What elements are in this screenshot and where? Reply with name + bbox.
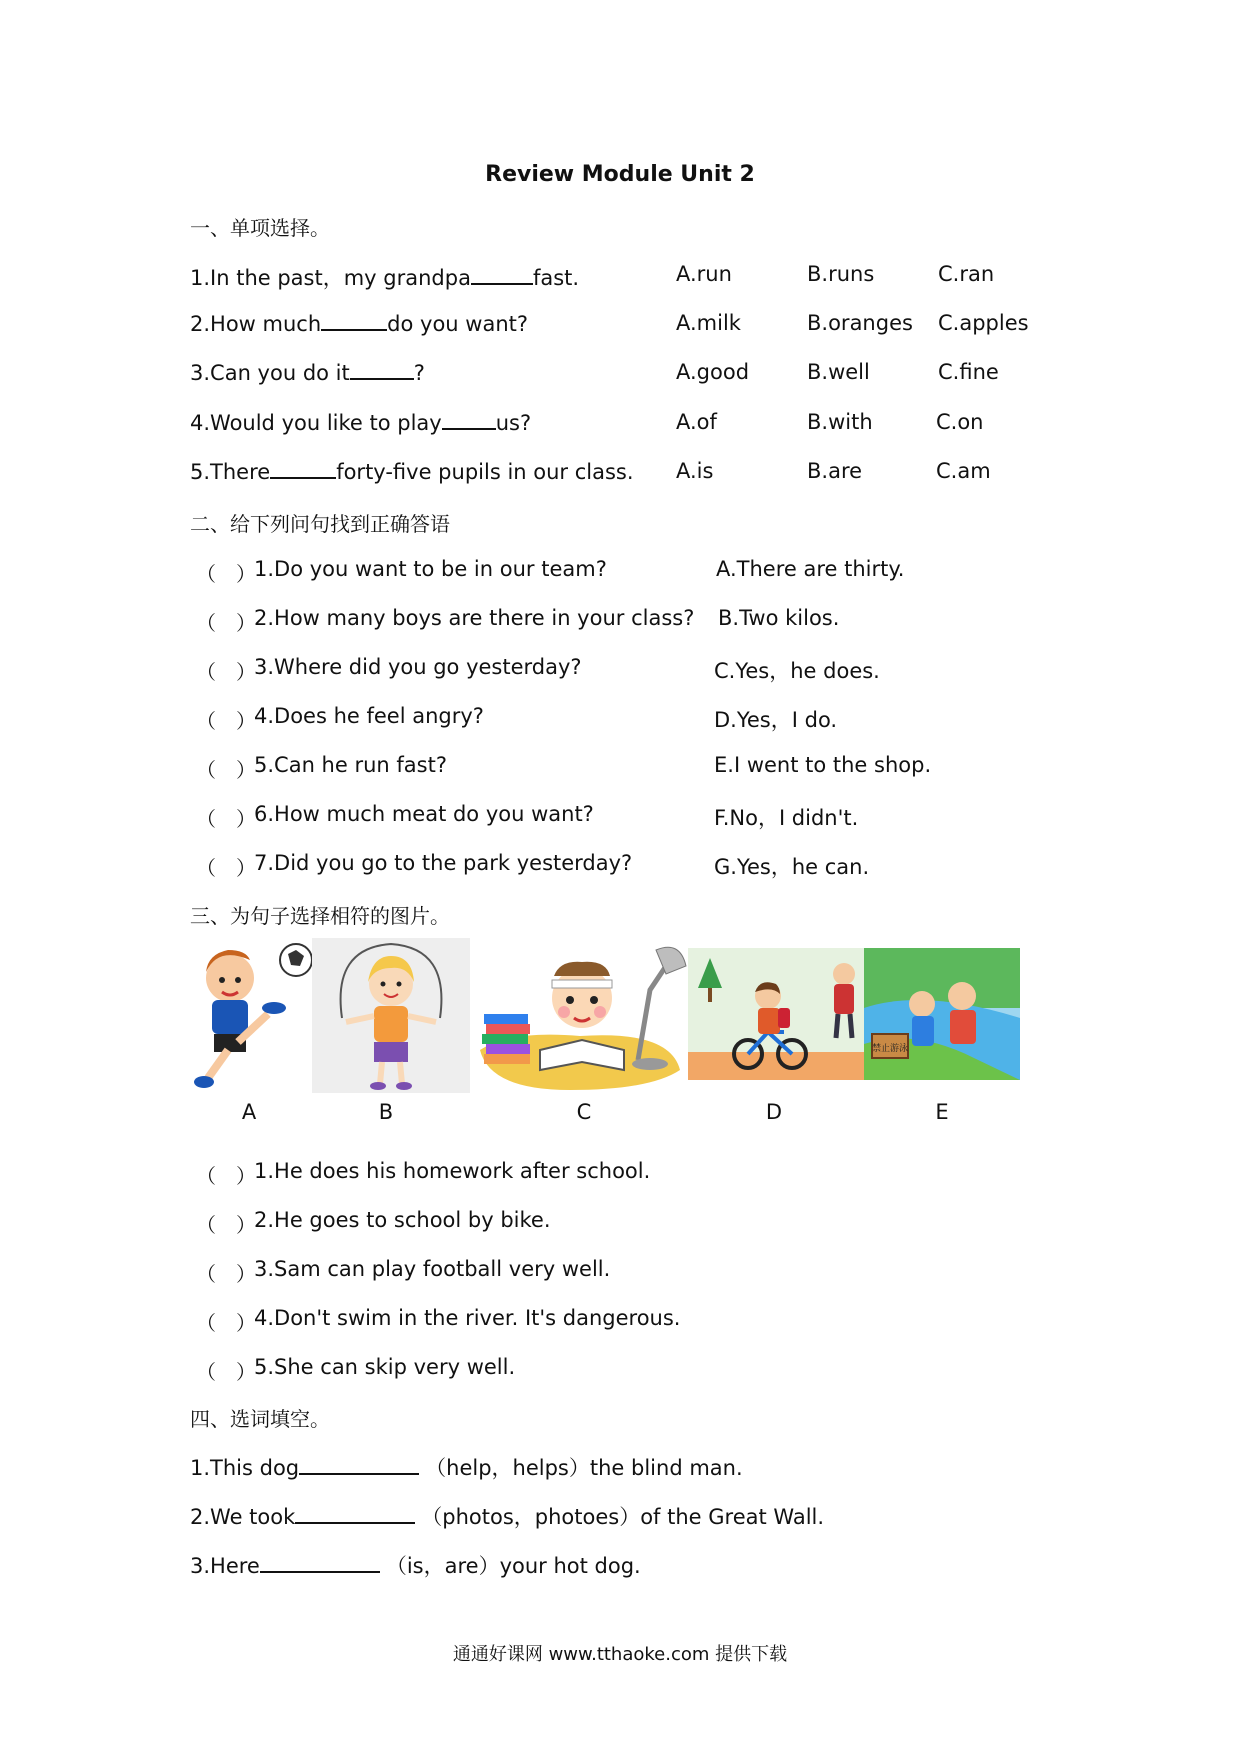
mc-4-text: 4.Would you like to play <box>190 411 442 435</box>
match-question: 1.Do you want to be in our team? <box>254 557 607 581</box>
option-b: B.runs <box>807 262 875 286</box>
fill-1-choices: （help，helps）the blind man. <box>425 1456 743 1480</box>
boy-riding-bike-picture <box>688 948 864 1080</box>
mc-3-text-end: ? <box>413 361 425 385</box>
fill-item-2 <box>190 1501 824 1531</box>
match-question: 6.How much meat do you want? <box>254 802 594 826</box>
answer-paren[interactable]: （ ） <box>196 1360 256 1384</box>
fill-3-choices: （is，are）your hot dog. <box>385 1554 641 1578</box>
option-a: A.of <box>676 410 717 434</box>
answer-blank[interactable] <box>270 459 336 479</box>
picture-sentence: 2.He goes to school by bike. <box>254 1208 551 1232</box>
picture-sentence: 1.He does his homework after school. <box>254 1159 651 1183</box>
page-footer: 通通好课网 www.tthaoke.com 提供下载 <box>452 1644 788 1665</box>
answer-paren[interactable]: （ ） <box>196 562 256 586</box>
picture-letter-b: B <box>378 1100 394 1124</box>
river-boys-icon <box>864 948 1020 1080</box>
match-question: 2.How many boys are there in your class? <box>254 606 695 630</box>
answer-paren[interactable]: （ ） <box>196 758 256 782</box>
option-a: A.run <box>676 262 732 286</box>
fill-2-text: 2.We took <box>190 1505 296 1529</box>
answer-paren[interactable]: （ ） <box>196 1213 256 1237</box>
option-b: B.are <box>807 459 863 483</box>
match-answer: E.I went to the shop. <box>714 753 932 777</box>
match-answer: C.Yes，he does. <box>714 659 880 683</box>
section-1-heading: 一、单项选择。 <box>190 216 330 240</box>
match-answer: A.There are thirty. <box>716 557 905 581</box>
answer-paren[interactable]: （ ） <box>196 807 256 831</box>
section-3-heading: 三、为句子选择相符的图片。 <box>190 904 450 928</box>
option-b: B.well <box>807 360 870 384</box>
option-b: B.with <box>807 410 873 434</box>
fill-1-text: 1.This dog <box>190 1456 300 1480</box>
option-a: A.milk <box>676 311 741 335</box>
option-c: C.apples <box>938 311 1029 335</box>
option-a: A.is <box>676 459 714 483</box>
answer-paren[interactable]: （ ） <box>196 1262 256 1286</box>
option-c: C.ran <box>938 262 995 286</box>
picture-sentence: 4.Don't swim in the river. It's dangerous. <box>254 1306 681 1330</box>
fill-item-3 <box>190 1550 641 1580</box>
option-c: C.on <box>936 410 984 434</box>
mc-5-text: 5.There <box>190 460 271 484</box>
match-question: 5.Can he run fast? <box>254 753 447 777</box>
svg-text:禁止游泳: 禁止游泳 <box>871 1044 909 1054</box>
option-c: C.am <box>936 459 991 483</box>
page-title: Review Module Unit 2 <box>485 162 755 187</box>
fill-item-1 <box>190 1452 743 1482</box>
answer-blank[interactable] <box>321 311 387 331</box>
mc-1-text: 1.In the past，my grandpa <box>190 266 471 290</box>
answer-paren[interactable]: （ ） <box>196 856 256 880</box>
girl-skipping-rope-picture <box>312 938 470 1093</box>
mc-3-text: 3.Can you do it <box>190 361 350 385</box>
match-question: 3.Where did you go yesterday? <box>254 655 582 679</box>
reading-boy-icon <box>470 930 688 1093</box>
answer-blank[interactable] <box>442 410 496 430</box>
answer-paren[interactable]: （ ） <box>196 1311 256 1335</box>
match-question: 7.Did you go to the park yesterday? <box>254 851 633 875</box>
skipping-girl-icon <box>312 938 470 1093</box>
section-2-heading: 二、给下列问句找到正确答语 <box>190 512 450 536</box>
fill-blank[interactable] <box>260 1553 380 1573</box>
mc-4-text-end: us? <box>495 411 532 435</box>
match-answer: B.Two kilos. <box>718 606 840 630</box>
boy-reading-books-picture <box>470 930 688 1093</box>
answer-paren[interactable]: （ ） <box>196 1164 256 1188</box>
mc-2-text-end: do you want? <box>387 312 529 336</box>
picture-letter-a: A <box>241 1100 257 1124</box>
match-answer: D.Yes，I do. <box>714 708 838 732</box>
match-question: 4.Does he feel angry? <box>254 704 484 728</box>
fill-blank[interactable] <box>299 1455 419 1475</box>
mc-1-text-end: fast. <box>532 266 580 290</box>
section-4-heading: 四、选词填空。 <box>190 1407 330 1431</box>
bike-boy-icon <box>688 948 864 1080</box>
option-b: B.oranges <box>807 311 913 335</box>
answer-paren[interactable]: （ ） <box>196 611 256 635</box>
answer-paren[interactable]: （ ） <box>196 709 256 733</box>
answer-paren[interactable]: （ ） <box>196 660 256 684</box>
option-a: A.good <box>676 360 750 384</box>
boy-kicking-football-picture <box>188 938 312 1093</box>
picture-sentence: 5.She can skip very well. <box>254 1355 516 1379</box>
picture-sentence: 3.Sam can play football very well. <box>254 1257 611 1281</box>
answer-blank[interactable] <box>350 360 414 380</box>
mc-2-text: 2.How much <box>190 312 322 336</box>
boys-by-river-picture <box>864 948 1020 1080</box>
fill-3-text: 3.Here <box>190 1554 260 1578</box>
answer-blank[interactable] <box>471 265 533 285</box>
option-c: C.fine <box>938 360 999 384</box>
match-answer: F.No，I didn't. <box>714 806 859 830</box>
picture-letter-e: E <box>935 1100 949 1124</box>
fill-2-choices: （photos，photoes）of the Great Wall. <box>421 1505 825 1529</box>
mc-5-text-end: forty-five pupils in our class. <box>336 460 634 484</box>
fill-blank[interactable] <box>295 1504 415 1524</box>
picture-letter-d: D <box>765 1100 783 1124</box>
match-answer: G.Yes，he can. <box>714 855 870 879</box>
picture-letter-c: C <box>576 1100 592 1124</box>
football-boy-icon <box>188 938 312 1093</box>
